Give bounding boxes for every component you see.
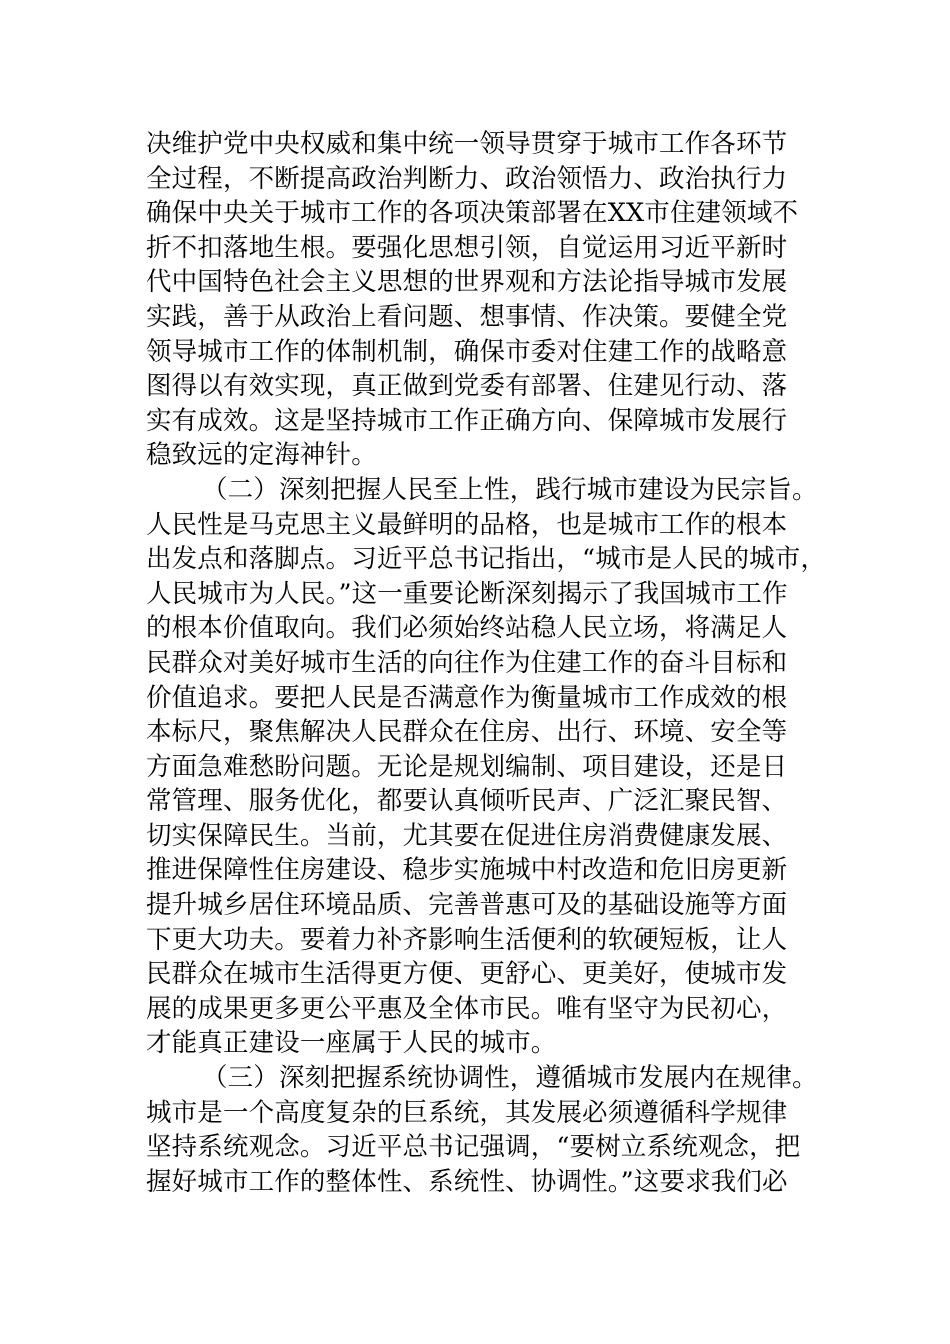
section-heading-line: （二）深刻把握人民至上性，践行城市建设为民宗旨。 bbox=[202, 474, 818, 505]
text-line: 价值追求。要把人民是否满意作为衡量城市工作成效的根 bbox=[146, 682, 788, 713]
text-line: 握好城市工作的整体性、系统性、协调性。”这要求我们必 bbox=[146, 1166, 788, 1197]
text-line: 城市是一个高度复杂的巨系统，其发展必须遵循科学规律 bbox=[146, 1097, 788, 1128]
text-line: 人民城市为人民。”这一重要论断深刻揭示了我国城市工作 bbox=[146, 578, 788, 609]
text-line: 推进保障性住房建设、稳步实施城中村改造和危旧房更新 bbox=[146, 855, 788, 886]
text-line: 才能真正建设一座属于人民的城市。 bbox=[146, 1028, 557, 1059]
text-line: 的根本价值取向。我们必须始终站稳人民立场，将满足人 bbox=[146, 613, 788, 644]
text-line: 民群众对美好城市生活的向往作为住建工作的奋斗目标和 bbox=[146, 647, 788, 678]
text-line: 代中国特色社会主义思想的世界观和方法论指导城市发展 bbox=[146, 267, 788, 298]
document-body bbox=[146, 127, 834, 1199]
text-line: 提升城乡居住环境品质、完善普惠可及的基础设施等方面 bbox=[146, 890, 788, 921]
text-line: 出发点和落脚点。习近平总书记指出，“城市是人民的城市， bbox=[146, 544, 827, 575]
text-line: 折不扣落地生根。要强化思想引领，自觉运用习近平新时 bbox=[146, 232, 788, 263]
text-line: 全过程，不断提高政治判断力、政治领悟力、政治执行力 bbox=[146, 163, 788, 194]
text-line: 领导城市工作的体制机制，确保市委对住建工作的战略意 bbox=[146, 336, 788, 367]
text-line: 本标尺，聚焦解决人民群众在住房、出行、环境、安全等 bbox=[146, 717, 788, 748]
paragraph-2 bbox=[146, 473, 834, 1061]
text-line: 人民性是马克思主义最鲜明的品格，也是城市工作的根本 bbox=[146, 509, 788, 540]
text-line: 方面急难愁盼问题。无论是规划编制、项目建设，还是日 bbox=[146, 751, 788, 782]
text-line: 确保中央关于城市工作的各项决策部署在XX市住建领域不 bbox=[146, 198, 799, 229]
text-line: 切实保障民生。当前，尤其要在促进住房消费健康发展、 bbox=[146, 820, 788, 851]
text-line: 实践，善于从政治上看问题、想事情、作决策。要健全党 bbox=[146, 301, 788, 332]
text-line: 民群众在城市生活得更方便、更舒心、更美好，使城市发 bbox=[146, 959, 788, 990]
text-line: 展的成果更多更公平惠及全体市民。唯有坚守为民初心， bbox=[146, 993, 788, 1024]
text-line: 坚持系统观念。习近平总书记强调，“要树立系统观念，把 bbox=[146, 1132, 801, 1163]
text-line: 稳致远的定海神针。 bbox=[146, 440, 377, 471]
text-line: 下更大功夫。要着力补齐影响生活便利的软硬短板，让人 bbox=[146, 924, 788, 955]
section-heading-line: （三）深刻把握系统协调性，遵循城市发展内在规律。 bbox=[202, 1063, 818, 1094]
text-line: 图得以有效实现，真正做到党委有部署、住建见行动、落 bbox=[146, 371, 788, 402]
paragraph-1 bbox=[146, 127, 834, 473]
text-line: 决维护党中央权威和集中统一领导贯穿于城市工作各环节 bbox=[146, 129, 788, 159]
text-line: 常管理、服务优化，都要认真倾听民声、广泛汇聚民智、 bbox=[146, 786, 788, 817]
paragraph-3 bbox=[146, 1061, 834, 1199]
text-line: 实有成效。这是坚持城市工作正确方向、保障城市发展行 bbox=[146, 405, 788, 436]
